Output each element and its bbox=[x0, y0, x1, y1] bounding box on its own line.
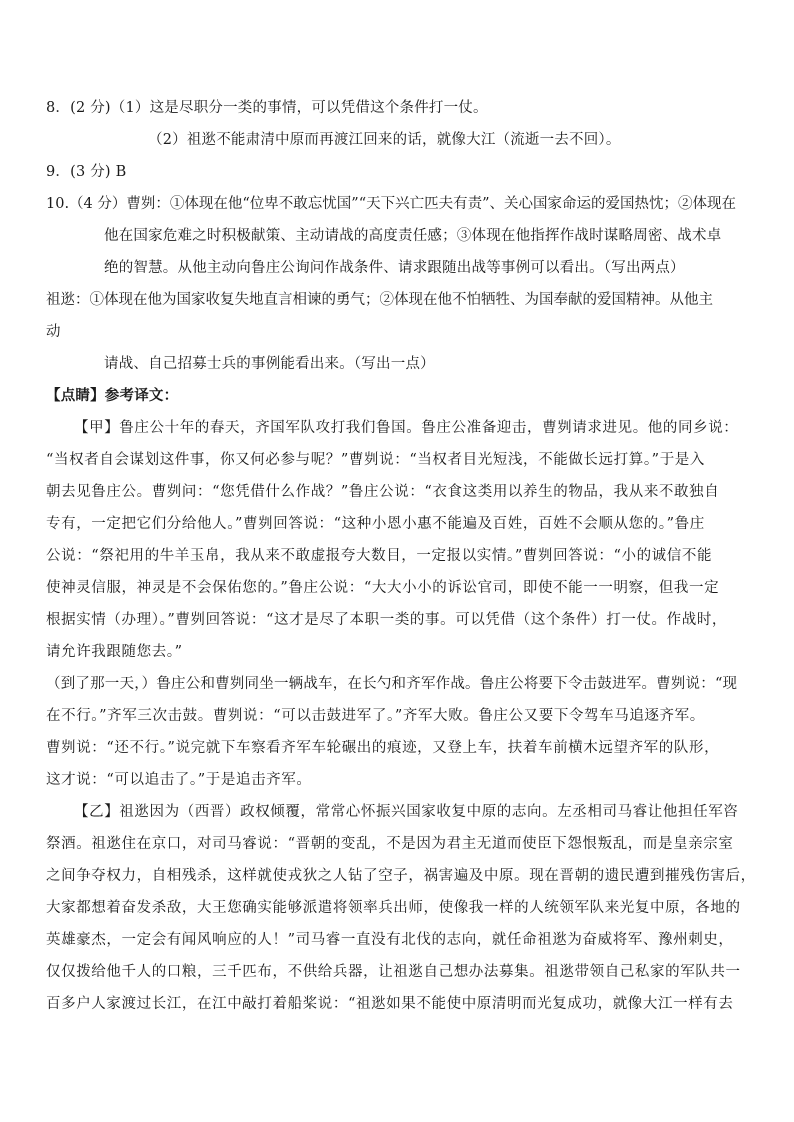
answer-9: 9．(3 分) B bbox=[46, 164, 127, 180]
jia-line: 公说：“祭祀用的牛羊玉帛，我从来不敢虚报夸大数目，一定报以实情。”曹刿回答说：“小的诚信不能 bbox=[46, 548, 713, 564]
jia-line: （到了那一天，）鲁庄公和曹刿同坐一辆战车，在长勺和齐军作战。鲁庄公将要下令击鼓进军。曹刿说：“现 bbox=[46, 676, 738, 692]
yi-line: 英雄豪杰，一定会有闻风响应的人！”司马睿一直没有北伐的志向，就任命祖逖为奋威将军、豫州刺史， bbox=[46, 932, 734, 948]
yi-line: 祭酒。祖逖住在京口，对司马睿说：“晋朝的变乱，不是因为君主无道而使臣下怨恨叛乱，而是皇亲宗室 bbox=[46, 836, 734, 852]
answer-10-line6: 请战、自己招募士兵的事例能看出来。（写出一点） bbox=[104, 356, 435, 372]
answer-8-part1: 8．(2 分)（1）这是尽职分一类的事情，可以凭借这个条件打一仗。 bbox=[46, 100, 488, 116]
jia-line: 在不行。”齐军三次击鼓。曹刿说：“可以击鼓进军了。”齐军大败。鲁庄公又要下令驾车马追逐齐军。 bbox=[46, 708, 705, 724]
jia-line: “当权者自会谋划这件事，你又何必参与呢？”曹刿说：“当权者目光短浅，不能做长远打算。”于是入 bbox=[46, 452, 705, 468]
yi-line: 百多户人家渡过长江，在江中敲打着船桨说：“祖逖如果不能使中原清明而光复成功，就像大江一样有去 bbox=[46, 996, 734, 1012]
answer-8-part2: （2）祖逖不能肃清中原而再渡江回来的话，就像大江（流逝一去不回）。 bbox=[148, 132, 621, 148]
answer-10-line1: 10.（4 分）曹刿：①体现在他“位卑不敢忘忧国”“天下兴亡匹夫有责”、关心国家命运的爱国热忱；②体现在 bbox=[46, 196, 737, 212]
jia-line: 请允许我跟随您去。” bbox=[46, 644, 183, 660]
jia-line: 【甲】鲁庄公十年的春天，齐国军队攻打我们鲁国。鲁庄公准备迎击，曹刿请求进见。他的同乡说： bbox=[74, 420, 739, 436]
answer-10-line4: 祖逖：①体现在他为国家收复失地直言相谏的勇气；②体现在他不怕牺牲、为国奉献的爱国精神。从他主 bbox=[46, 292, 713, 308]
jia-line: 这才说：“可以追击了。”于是追击齐军。 bbox=[46, 772, 312, 788]
jia-line: 专有，一定把它们分给他人。”曹刿回答说：“这种小恩小惠不能遍及百姓，百姓不会顺从您的。”鲁庄 bbox=[46, 516, 705, 532]
yi-line: 仅仅拨给他千人的口粮，三千匹布，不供给兵器，让祖逖自己想办法募集。祖逖带领自己私家的军队共一 bbox=[46, 964, 741, 980]
jia-line: 根据实情（办理）。”曹刿回答说：“这才是尽了本职一类的事。可以凭借（这个条件）打一仗。作战时， bbox=[46, 612, 728, 628]
answer-10-line2: 他在国家危难之时积极献策、主动请战的高度责任感；③体现在他指挥作战时谋略周密、战术卓 bbox=[104, 228, 722, 244]
answer-10-line3: 绝的智慧。从他主动向鲁庄公询问作战条件、请求跟随出战等事例可以看出。（写出两点） bbox=[104, 260, 685, 276]
yi-line: 之间争夺权力，自相残杀，这样就使戎狄之人钻了空子，祸害遍及中原。现在晋朝的遗民遭到摧残伤害后， bbox=[46, 868, 756, 884]
commentary-heading: 【点睛】参考译文： bbox=[46, 387, 179, 404]
jia-line: 朝去见鲁庄公。曹刿问：“您凭借什么作战？”鲁庄公说：“衣食这类用以养生的物品，我从来不敢独自 bbox=[46, 484, 720, 500]
answer-10-line5: 动 bbox=[46, 324, 61, 340]
jia-line: 使神灵信服，神灵是不会保佑您的。”鲁庄公说：“大大小小的诉讼官司，即使不能一一明察，但我一定 bbox=[46, 580, 720, 596]
yi-line: 大家都想着奋发杀敌，大王您确实能够派遣将领率兵出师，使像我一样的人统领军队来光复中原，各地的 bbox=[46, 900, 741, 916]
jia-line: 曹刿说：“还不行。”说完就下车察看齐军车轮碾出的痕迹，又登上车，扶着车前横木远望齐军的队形， bbox=[46, 740, 720, 756]
yi-line: 【乙】祖逖因为（西晋）政权倾覆，常常心怀振兴国家收复中原的志向。左丞相司马睿让他担任军咨 bbox=[74, 804, 739, 820]
